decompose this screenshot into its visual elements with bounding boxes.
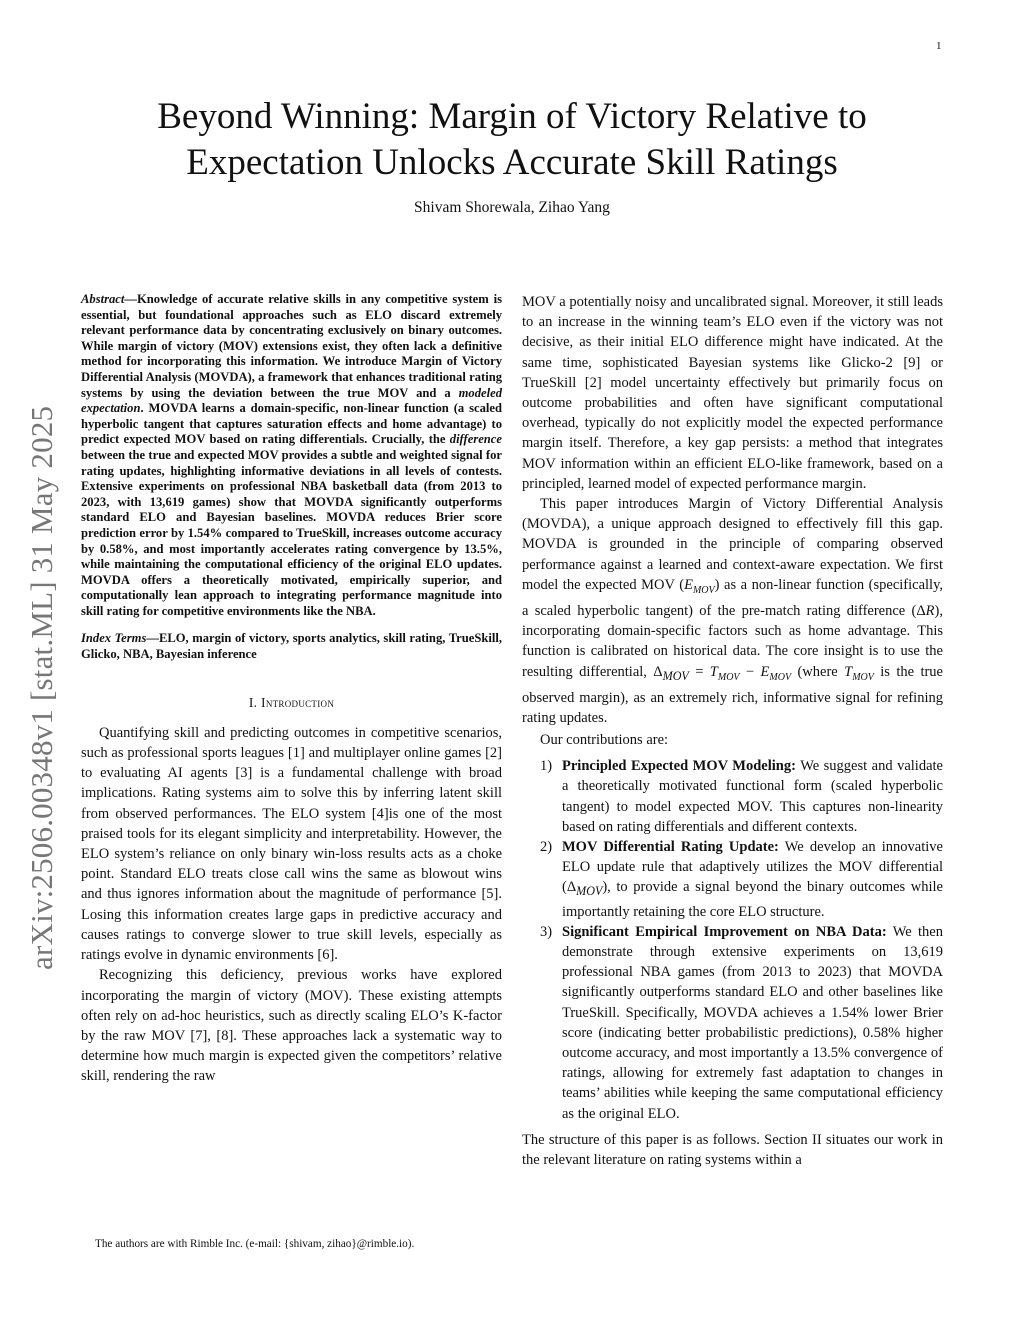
- abstract-text-1: Knowledge of accurate relative skills in any competitive system is essential, but foundational approaches such as ELO discard extremely relevant performance data by concentrating exclusively on binary outcomes. While margin of victory (MOV) extensions exist, they often lack a definitive method for incorporating this information. We introduce Margin of Victory Differential Analysis (MOVDA), a framework that enhances traditional rating systems by using the deviation between the true MOV and a: [81, 292, 502, 400]
- contributions-list: [522, 756, 943, 1124]
- contribution-number: 1): [540, 758, 553, 775]
- contribution-body: We suggest and validate a theoretically motivated functional form (scaled hyperbolic tangent) to model expected MOV. This captures non-linearity based on rating differentials and different contexts.: [562, 758, 943, 835]
- contribution-heading: Principled Expected MOV Modeling:: [562, 758, 796, 775]
- math-e-sub: MOV: [692, 584, 715, 596]
- contribution-body: We develop an innovative ELO update rule that adaptively utilizes the MOV differential (Δ: [562, 839, 943, 896]
- math-t: T: [709, 663, 718, 680]
- para2-text-2: ) as a non-linear function (specifically, a scaled hyperbolic tangent) of the pre-match rating difference (Δ: [522, 576, 944, 619]
- abstract-text-3: between the true and expected MOV provides a subtle and weighted signal for rating updates, highlighting informative deviations in all levels of contests. Extensive experiments on professional NBA basketball data (from 2013 to 2023, with 13,619 games) show that MOVDA significantly outperforms standard ELO and Bayesian baselines. MOVDA reduces Brier score prediction error by 1.54% compared to TrueSkill, increases outcome accuracy by 0.58%, and most importantly accelerates rating convergence by 13.5%, while maintaining the computational efficiency of the original ELO updates. MOVDA offers a theoretically motivated, empirically superior, and computationally lean approach to integrating performance magnitude into skill rating for competitive environments like the NBA.: [81, 447, 502, 618]
- math-t-sub-2: MOV: [852, 671, 874, 683]
- abstract-text-2: . MOVDA learns a domain-specific, non-linear function (a scaled hyperbolic tangent that captures saturation effects and home advantage) to predict expected MOV based on rating differentials. Crucially, the: [81, 401, 502, 447]
- math-r: R: [925, 602, 935, 619]
- section-title: Introduction: [261, 694, 335, 710]
- abstract: [81, 292, 502, 619]
- math-e: E: [684, 576, 693, 593]
- math-e-sub-2: MOV: [769, 671, 792, 683]
- closing-paragraph: The structure of this paper is as follows. Section II situates our work in the relevant literature on rating systems within a: [522, 1131, 943, 1168]
- para2-text-4: =: [688, 663, 710, 680]
- contribution-math-sub: MOV: [576, 884, 603, 899]
- para2-text-5: −: [739, 663, 761, 680]
- contribution-number: 3): [540, 923, 553, 940]
- math-t-mov-2: [844, 663, 874, 683]
- index-terms-lead: Index Terms: [81, 631, 147, 646]
- index-terms: [81, 631, 502, 662]
- contributions-intro: Our contributions are:: [540, 732, 669, 749]
- contribution-number: 2): [540, 839, 553, 856]
- index-terms-dash: —: [146, 631, 159, 646]
- right-column: [522, 292, 943, 1170]
- math-e-mov-2: [760, 663, 792, 683]
- arxiv-identifier-stamp: arXiv:2506.00348v1 [stat.ML] 31 May 2025: [24, 405, 59, 970]
- intro-paragraph-2: Recognizing this deficiency, previous works have explored incorporating the margin of victory (MOV). These existing attempts often rely on ad-hoc heuristics, such as directly scaling ELO’s K-factor by the raw MOV [7], [8]. These approaches lack a systematic way to determine how much margin is expected given the competitors’ relative skill, rendering the raw: [81, 967, 502, 1085]
- math-t-mov: [709, 663, 740, 683]
- para2-text-1: This paper introduces Margin of Victory Differential Analysis (MOVDA), a unique approach designed to effectively fill this gap. MOVDA is grounded in the principle of comparing observed performance against a learned and context-aware expectation. We first model the expected MOV (: [522, 496, 943, 593]
- contribution-body: We then demonstrate through extensive experiments on 13,619 professional NBA games (from 2013 to 2023) that MOVDA significantly outperforms standard ELO and other baselines like TrueSkill. Specifically, MOVDA achieves a 1.54% lower Brier score (indicating better probabilistic predictions), 0.58% higher outcome accuracy, and most importantly a 13.5% convergence of ratings, allowing for extremely fast adaptation to changes in teams’ abilities while keeping the same computational efficiency as the original ELO.: [562, 923, 943, 1122]
- author-footnote: The authors are with Rimble Inc. (e-mail: {shivam, zihao}@rimble.io).: [95, 1238, 415, 1250]
- section-number: I.: [248, 694, 258, 710]
- abstract-dash: —: [124, 292, 137, 306]
- abstract-emphasis-2: difference: [449, 432, 502, 447]
- para2-text-6: (where: [791, 663, 845, 680]
- right-paragraph-2: [522, 494, 943, 728]
- math-e-mov: [684, 576, 715, 596]
- math-t-2: T: [844, 663, 853, 680]
- author-list: Shivam Shorewala, Zihao Yang: [414, 199, 610, 216]
- math-delta-sub: MOV: [662, 668, 689, 683]
- para2-text-3: ), incorporating domain-specific factors such as home advantage. This function is calibrated on historical data. The core insight is to use the resulting differential, Δ: [522, 602, 943, 680]
- contribution-body-2: ), to provide a signal beyond the binary outcomes while importantly retaining the core ELO structure.: [562, 879, 943, 920]
- abstract-emphasis-1: modeled expectation: [81, 385, 502, 416]
- paper-title: Beyond Winning: Margin of Victory Relative to Expectation Unlocks Accurate Skill Ratings: [157, 96, 867, 183]
- right-paragraph-1: MOV a potentially noisy and uncalibrated signal. Moreover, it still leads to an increase in the winning team’s ELO even if the victory was not decisive, as their initial ELO difference might have indicated. At the same time, sophisticated Bayesian systems like Glicko-2 [9] or TrueSkill [2] model uncertainty effectively but primarily focus on outcome probabilities and often have significant computational overhead, typically do not explicitly model the expected performance margin itself. Therefore, a key gap persists: a method that integrates MOV information within an efficient ELO-like framework, based on a principled, learned model of expected performance margin.: [522, 294, 943, 492]
- contribution-item: [522, 756, 943, 837]
- contribution-item: [522, 837, 943, 922]
- para2-text-7: is the true observed margin), as an extremely rich, informative signal for refining rating updates.: [522, 663, 943, 726]
- section-heading-introduction: [81, 693, 502, 713]
- contribution-heading: MOV Differential Rating Update:: [562, 839, 779, 856]
- contribution-heading: Significant Empirical Improvement on NBA Data:: [562, 923, 887, 940]
- page-number: 1: [936, 40, 942, 52]
- math-e-2: E: [760, 663, 770, 680]
- left-column: [81, 292, 502, 1087]
- intro-paragraph-1: Quantifying skill and predicting outcomes in competitive scenarios, such as professional sports leagues [1] and multiplayer online games [2] to evaluating AI agents [3] is a fundamental challenge with broad implications. Rating systems aim to solve this by inferring latent skill from observed performances. The ELO system [4]is one of the most praised tools for its elegant simplicity and interpretability. However, the ELO system’s reliance on only binary win-loss results acts as a choke point. Standard ELO treats close call wins the same as blowout wins and thus ignores information about the magnitude of performance [5]. Losing this information creates large gaps in predictive accuracy and causes ratings to converge slower to true skill levels, especially as ratings evolve in dynamic environments [6].: [81, 724, 502, 964]
- contribution-item: [522, 922, 943, 1124]
- math-t-sub: MOV: [717, 671, 740, 683]
- index-terms-text: ELO, margin of victory, sports analytics, skill rating, TrueSkill, Glicko, NBA, Bayesian inference: [81, 631, 502, 662]
- abstract-lead: Abstract: [81, 292, 125, 306]
